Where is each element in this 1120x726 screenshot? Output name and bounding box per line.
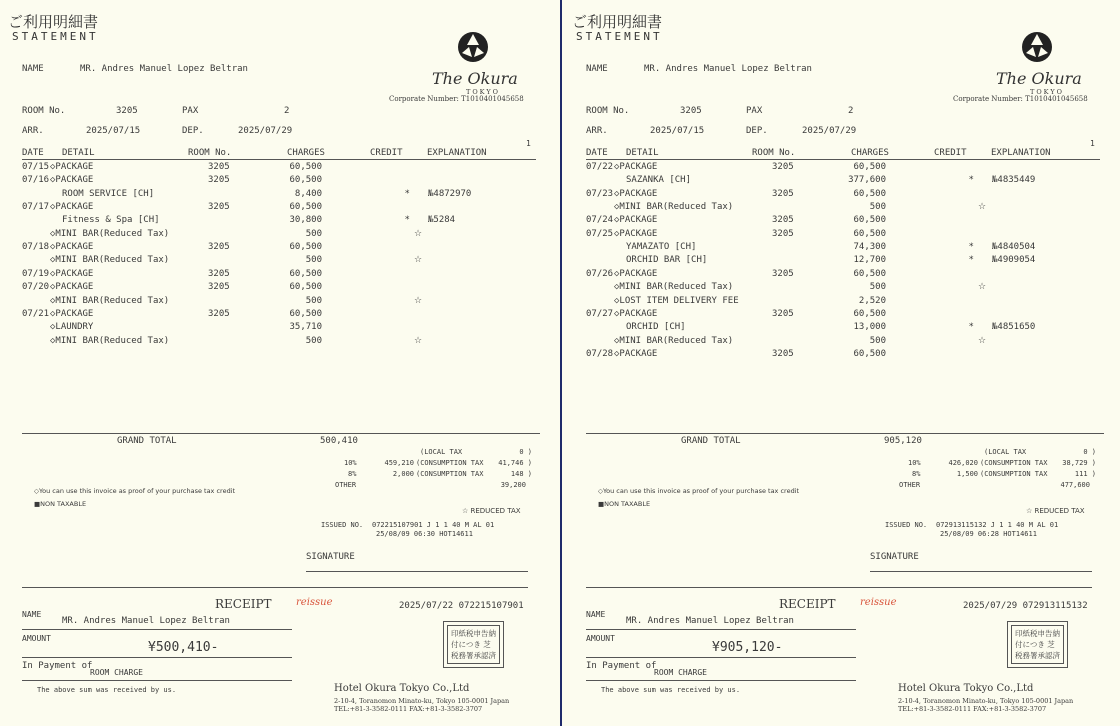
issued-line2: 25/08/09 06:30 HOT14611 xyxy=(376,530,473,538)
row-detail: ◇PACKAGE xyxy=(50,282,94,293)
row-detail: ◇PACKAGE xyxy=(614,348,658,359)
row-room: 3205 xyxy=(208,175,230,186)
row-detail: ◇PACKAGE xyxy=(50,268,94,279)
row-detail: ORCHID BAR [CH] xyxy=(626,255,708,266)
table-row xyxy=(564,242,1120,255)
grand-total-label: GRAND TOTAL xyxy=(117,436,177,446)
row-charges: 35,710 xyxy=(289,322,322,333)
tax10-rate: 10% xyxy=(908,459,921,467)
table-row xyxy=(564,255,1120,268)
row-credit-mark: * xyxy=(969,255,974,266)
table-row xyxy=(564,202,1120,215)
table-row xyxy=(564,309,1120,322)
table-row xyxy=(0,282,560,295)
table-row xyxy=(0,336,560,349)
tax10-value: 38,729 ) xyxy=(1062,459,1096,467)
row-date: 07/25 xyxy=(586,228,614,239)
row-credit-mark: ☆ xyxy=(414,228,423,239)
local-tax-value: 0 ) xyxy=(1083,448,1096,456)
row-detail: ◇PACKAGE xyxy=(50,175,94,186)
tax-stamp-line1: 印紙税申告納 xyxy=(1015,629,1060,638)
row-explanation: №4851650 xyxy=(992,322,1036,333)
payment-value: ROOM CHARGE xyxy=(90,668,143,677)
tax-stamp-line3: 税務署承認済 xyxy=(1015,651,1060,660)
table-row xyxy=(0,242,560,255)
row-credit-mark: * xyxy=(405,215,410,226)
row-charges: 8,400 xyxy=(294,188,322,199)
room-value: 3205 xyxy=(116,106,138,116)
tax10-rate: 10% xyxy=(344,459,357,467)
col-room: ROOM No. xyxy=(188,148,232,158)
row-charges: 500 xyxy=(305,255,322,266)
received-note: The above sum was received by us. xyxy=(601,686,741,694)
row-explanation: №4872970 xyxy=(428,188,472,199)
row-credit-mark: ☆ xyxy=(978,202,987,213)
amount-label: AMOUNT xyxy=(22,634,51,643)
signature-label: SIGNATURE xyxy=(306,552,355,562)
reduced-tax-legend: ☆ REDUCED TAX xyxy=(1026,507,1085,515)
tax8-label: (CONSUMPTION TAX xyxy=(980,470,1048,478)
row-charges: 60,500 xyxy=(289,175,322,186)
row-charges: 500 xyxy=(869,335,886,346)
row-detail: ◇LOST ITEM DELIVERY FEE xyxy=(614,295,739,306)
row-explanation: №4909054 xyxy=(992,255,1036,266)
col-detail: DETAIL xyxy=(62,148,95,158)
room-label: ROOM No. xyxy=(586,106,630,116)
hotel-city: TOKYO xyxy=(466,88,500,96)
row-explanation: №4840504 xyxy=(992,242,1036,253)
company-name: Hotel Okura Tokyo Co.,Ltd xyxy=(334,683,470,694)
table-row xyxy=(564,189,1120,202)
non-taxable-note: ■NON TAXABLE xyxy=(598,500,651,508)
row-charges: 60,500 xyxy=(289,268,322,279)
table-row xyxy=(564,162,1120,175)
receipt-name: MR. Andres Manuel Lopez Beltran xyxy=(626,616,794,626)
tax8-rate: 8% xyxy=(348,470,357,478)
row-room: 3205 xyxy=(772,308,794,319)
invoice-note: ◇You can use this invoice as proof of your purchase tax credit xyxy=(34,487,236,495)
row-detail: ◇LAUNDRY xyxy=(50,322,94,333)
tax10-label: (CONSUMPTION TAX xyxy=(980,459,1048,467)
table-row xyxy=(0,322,560,335)
receipt-rule xyxy=(586,587,1092,588)
pax-value: 2 xyxy=(284,106,290,116)
row-credit-mark: ☆ xyxy=(414,295,423,306)
row-charges: 60,500 xyxy=(289,242,322,253)
pax-value: 2 xyxy=(848,106,854,116)
receipt-rule xyxy=(22,587,528,588)
row-detail: ◇PACKAGE xyxy=(614,215,658,226)
row-room: 3205 xyxy=(208,308,230,319)
issued-line2: 25/08/09 06:28 HOT14611 xyxy=(940,530,1037,538)
receipt-name-rule xyxy=(22,629,292,630)
row-detail: ◇MINI BAR(Reduced Tax) xyxy=(50,255,170,266)
receipt-name-label: NAME xyxy=(586,610,606,619)
amount-rule xyxy=(22,657,292,658)
row-detail: ◇PACKAGE xyxy=(614,308,658,319)
tax8-base: 1,500 xyxy=(956,470,978,478)
row-charges: 60,500 xyxy=(289,162,322,172)
payment-rule xyxy=(586,680,856,681)
row-room: 3205 xyxy=(772,188,794,199)
issued-line1: 072215107901 J 1 1 40 M AL 01 xyxy=(372,521,495,529)
table-row xyxy=(0,255,560,268)
signature-line xyxy=(306,571,528,572)
row-detail: ◇MINI BAR(Reduced Tax) xyxy=(50,295,170,306)
row-credit-mark: ☆ xyxy=(414,255,423,266)
table-row xyxy=(564,269,1120,282)
tax10-label: (CONSUMPTION TAX xyxy=(416,459,484,467)
row-detail: ORCHID [CH] xyxy=(626,322,686,333)
table-row xyxy=(0,269,560,282)
receipt-name-rule xyxy=(586,629,856,630)
table-row xyxy=(0,296,560,309)
col-credit: CREDIT xyxy=(934,148,967,158)
grand-total-label: GRAND TOTAL xyxy=(681,436,741,446)
guest-name: MR. Andres Manuel Lopez Beltran xyxy=(644,64,812,74)
receipt-amount: ¥905,120- xyxy=(712,640,783,655)
row-charges: 60,500 xyxy=(289,282,322,293)
amount-rule xyxy=(586,657,856,658)
receipt-date-number: 2025/07/29 072913115132 xyxy=(963,601,1088,611)
row-date: 07/22 xyxy=(586,162,614,172)
payment-value: ROOM CHARGE xyxy=(654,668,707,677)
row-charges: 60,500 xyxy=(289,202,322,213)
table-row xyxy=(564,322,1120,335)
non-taxable-note: ■NON TAXABLE xyxy=(34,500,87,508)
guest-name: MR. Andres Manuel Lopez Beltran xyxy=(80,64,248,74)
row-explanation: №4835449 xyxy=(992,175,1036,186)
corporate-number: Corporate Number: T1010401045658 xyxy=(389,95,524,103)
row-date: 07/26 xyxy=(586,268,614,279)
row-room: 3205 xyxy=(208,202,230,213)
statement-title-en: STATEMENT xyxy=(12,30,99,43)
tax-stamp-line1: 印紙税申告納 xyxy=(451,629,496,638)
row-credit-mark: ☆ xyxy=(414,335,423,346)
row-room: 3205 xyxy=(772,228,794,239)
reduced-tax-legend: ☆ REDUCED TAX xyxy=(462,507,521,515)
table-row xyxy=(0,162,560,175)
local-tax-label: (LOCAL TAX xyxy=(984,448,1027,456)
arrival-date: 2025/07/15 xyxy=(86,126,141,136)
company-tel: TEL:+81-3-3582-0111 FAX:+81-3-3582-3707 xyxy=(898,705,1047,713)
name-label: NAME xyxy=(586,64,608,74)
row-detail: ROOM SERVICE [CH] xyxy=(62,188,155,199)
hotel-logo-text: The Okura xyxy=(996,69,1082,88)
arrival-date: 2025/07/15 xyxy=(650,126,705,136)
row-date: 07/24 xyxy=(586,215,614,226)
company-name: Hotel Okura Tokyo Co.,Ltd xyxy=(898,683,1034,694)
table-row xyxy=(564,336,1120,349)
departure-date: 2025/07/29 xyxy=(802,126,857,136)
receipt-name: MR. Andres Manuel Lopez Beltran xyxy=(62,616,230,626)
other-value: 477,600 xyxy=(1060,481,1090,489)
row-room: 3205 xyxy=(208,282,230,293)
row-room: 3205 xyxy=(208,162,230,172)
row-date: 07/27 xyxy=(586,308,614,319)
table-row xyxy=(0,175,560,188)
row-credit-mark: * xyxy=(405,188,410,199)
row-charges: 60,500 xyxy=(853,162,886,172)
row-date: 07/20 xyxy=(22,282,50,293)
col-credit: CREDIT xyxy=(370,148,403,158)
row-charges: 500 xyxy=(305,228,322,239)
receipt-title: RECEIPT xyxy=(779,597,836,611)
payment-rule xyxy=(22,680,292,681)
row-detail: YAMAZATO [CH] xyxy=(626,242,697,253)
local-tax-label: (LOCAL TAX xyxy=(420,448,463,456)
tax10-value: 41,746 ) xyxy=(498,459,532,467)
corporate-number: Corporate Number: T1010401045658 xyxy=(953,95,1088,103)
row-detail: Fitness & Spa [CH] xyxy=(62,215,160,226)
received-note: The above sum was received by us. xyxy=(37,686,177,694)
row-date: 07/21 xyxy=(22,308,50,319)
issued-label: ISSUED NO. xyxy=(885,521,928,529)
col-date: DATE xyxy=(22,148,44,158)
row-charges: 12,700 xyxy=(853,255,886,266)
row-room: 3205 xyxy=(772,268,794,279)
row-room: 3205 xyxy=(772,162,794,172)
row-date: 07/16 xyxy=(22,175,50,186)
table-row xyxy=(0,202,560,215)
table-row xyxy=(564,215,1120,228)
row-charges: 60,500 xyxy=(853,268,886,279)
page-divider xyxy=(560,0,562,726)
col-detail: DETAIL xyxy=(626,148,659,158)
receipt-date-number: 2025/07/22 072215107901 xyxy=(399,601,524,611)
row-charges: 500 xyxy=(305,335,322,346)
row-charges: 60,500 xyxy=(853,348,886,359)
row-credit-mark: * xyxy=(969,175,974,186)
row-credit-mark: * xyxy=(969,242,974,253)
tax8-base: 2,000 xyxy=(392,470,414,478)
tax8-label: (CONSUMPTION TAX xyxy=(416,470,484,478)
header-rule xyxy=(586,159,1100,160)
col-explanation: EXPLANATION xyxy=(427,148,487,158)
tax8-rate: 8% xyxy=(912,470,921,478)
signature-label: SIGNATURE xyxy=(870,552,919,562)
hotel-logo-text: The Okura xyxy=(432,69,518,88)
table-row xyxy=(564,282,1120,295)
tax-stamp xyxy=(443,621,504,668)
row-detail: ◇PACKAGE xyxy=(614,162,658,172)
row-detail: ◇PACKAGE xyxy=(614,188,658,199)
row-charges: 60,500 xyxy=(853,308,886,319)
totals-rule xyxy=(22,433,540,434)
grand-total-value: 500,410 xyxy=(320,436,358,446)
statement-page-2 xyxy=(564,0,1120,726)
departure-label: DEP. xyxy=(746,126,768,136)
other-label: OTHER xyxy=(899,481,921,489)
row-charges: 60,500 xyxy=(853,215,886,226)
arrival-label: ARR. xyxy=(22,126,44,136)
row-detail: ◇MINI BAR(Reduced Tax) xyxy=(614,335,734,346)
row-charges: 60,500 xyxy=(853,228,886,239)
row-charges: 74,300 xyxy=(853,242,886,253)
col-date: DATE xyxy=(586,148,608,158)
signature-line xyxy=(870,571,1092,572)
table-row xyxy=(564,229,1120,242)
col-room: ROOM No. xyxy=(752,148,796,158)
okura-logo-icon xyxy=(455,30,491,64)
departure-label: DEP. xyxy=(182,126,204,136)
table-row xyxy=(0,229,560,242)
row-date: 07/19 xyxy=(22,268,50,279)
receipt-title: RECEIPT xyxy=(215,597,272,611)
row-charges: 500 xyxy=(869,282,886,293)
room-label: ROOM No. xyxy=(22,106,66,116)
invoice-note: ◇You can use this invoice as proof of your purchase tax credit xyxy=(598,487,800,495)
other-value: 39,200 xyxy=(500,481,526,489)
row-explanation: №5284 xyxy=(428,215,456,226)
header-rule xyxy=(22,159,536,160)
amount-label: AMOUNT xyxy=(586,634,615,643)
page-number: 1 xyxy=(526,139,531,148)
table-row xyxy=(0,215,560,228)
issued-line1: 072913115132 J 1 1 40 M AL 01 xyxy=(936,521,1059,529)
row-detail: SAZANKA [CH] xyxy=(626,175,692,186)
row-date: 07/18 xyxy=(22,242,50,253)
company-tel: TEL:+81-3-3582-0111 FAX:+81-3-3582-3707 xyxy=(334,705,483,713)
tax8-value: 111 ) xyxy=(1074,470,1096,478)
row-charges: 500 xyxy=(869,202,886,213)
col-explanation: EXPLANATION xyxy=(991,148,1051,158)
totals-rule xyxy=(586,433,1104,434)
okura-logo-icon xyxy=(1019,30,1055,64)
hotel-city: TOKYO xyxy=(1030,88,1064,96)
room-value: 3205 xyxy=(680,106,702,116)
table-row xyxy=(564,296,1120,309)
tax-stamp-line3: 税務署承認済 xyxy=(451,651,496,660)
table-row xyxy=(564,175,1120,188)
row-charges: 2,520 xyxy=(858,295,886,306)
row-date: 07/17 xyxy=(22,202,50,213)
payment-label: In Payment of xyxy=(22,661,93,671)
row-detail: ◇PACKAGE xyxy=(50,242,94,253)
row-room: 3205 xyxy=(208,242,230,253)
page-number: 1 xyxy=(1090,139,1095,148)
receipt-name-label: NAME xyxy=(22,610,42,619)
table-row xyxy=(564,349,1120,362)
row-date: 07/15 xyxy=(22,162,50,172)
pax-label: PAX xyxy=(746,106,763,116)
row-date: 07/23 xyxy=(586,188,614,199)
table-row xyxy=(0,309,560,322)
row-charges: 500 xyxy=(305,295,322,306)
row-room: 3205 xyxy=(208,268,230,279)
row-charges: 13,000 xyxy=(853,322,886,333)
grand-total-value: 905,120 xyxy=(884,436,922,446)
reissue-mark: reissue xyxy=(296,597,333,608)
tax-stamp xyxy=(1007,621,1068,668)
arrival-label: ARR. xyxy=(586,126,608,136)
pax-label: PAX xyxy=(182,106,199,116)
row-detail: ◇PACKAGE xyxy=(50,308,94,319)
row-detail: ◇PACKAGE xyxy=(50,162,94,172)
row-detail: ◇MINI BAR(Reduced Tax) xyxy=(614,202,734,213)
row-charges: 377,600 xyxy=(848,175,886,186)
statement-title-jp: ご利用明細書 xyxy=(572,13,663,31)
table-row xyxy=(0,189,560,202)
row-detail: ◇PACKAGE xyxy=(614,268,658,279)
row-detail: ◇MINI BAR(Reduced Tax) xyxy=(50,335,170,346)
row-charges: 30,800 xyxy=(289,215,322,226)
row-room: 3205 xyxy=(772,215,794,226)
local-tax-value: 0 ) xyxy=(519,448,532,456)
departure-date: 2025/07/29 xyxy=(238,126,293,136)
other-label: OTHER xyxy=(335,481,357,489)
row-charges: 60,500 xyxy=(853,188,886,199)
row-room: 3205 xyxy=(772,348,794,359)
row-detail: ◇PACKAGE xyxy=(614,228,658,239)
row-detail: ◇PACKAGE xyxy=(50,202,94,213)
row-credit-mark: ☆ xyxy=(978,335,987,346)
row-date: 07/28 xyxy=(586,348,614,359)
row-credit-mark: ☆ xyxy=(978,282,987,293)
row-charges: 60,500 xyxy=(289,308,322,319)
statement-title-jp: ご利用明細書 xyxy=(8,13,99,31)
tax10-base: 459,210 xyxy=(384,459,414,467)
tax10-base: 426,020 xyxy=(948,459,978,467)
col-charges: CHARGES xyxy=(851,148,889,158)
receipt-amount: ¥500,410- xyxy=(148,640,219,655)
row-detail: ◇MINI BAR(Reduced Tax) xyxy=(614,282,734,293)
company-address: 2-10-4, Toranomon Minato-ku, Tokyo 105-0001 Japan xyxy=(334,697,510,705)
reissue-mark: reissue xyxy=(860,597,897,608)
payment-label: In Payment of xyxy=(586,661,657,671)
company-address: 2-10-4, Toranomon Minato-ku, Tokyo 105-0001 Japan xyxy=(898,697,1074,705)
tax-stamp-line2: 付につき 芝 xyxy=(1015,640,1055,649)
statement-title-en: STATEMENT xyxy=(576,30,663,43)
name-label: NAME xyxy=(22,64,44,74)
tax-stamp-line2: 付につき 芝 xyxy=(451,640,491,649)
tax8-value: 148 ) xyxy=(510,470,532,478)
row-detail: ◇MINI BAR(Reduced Tax) xyxy=(50,228,170,239)
row-credit-mark: * xyxy=(969,322,974,333)
issued-label: ISSUED NO. xyxy=(321,521,364,529)
col-charges: CHARGES xyxy=(287,148,325,158)
